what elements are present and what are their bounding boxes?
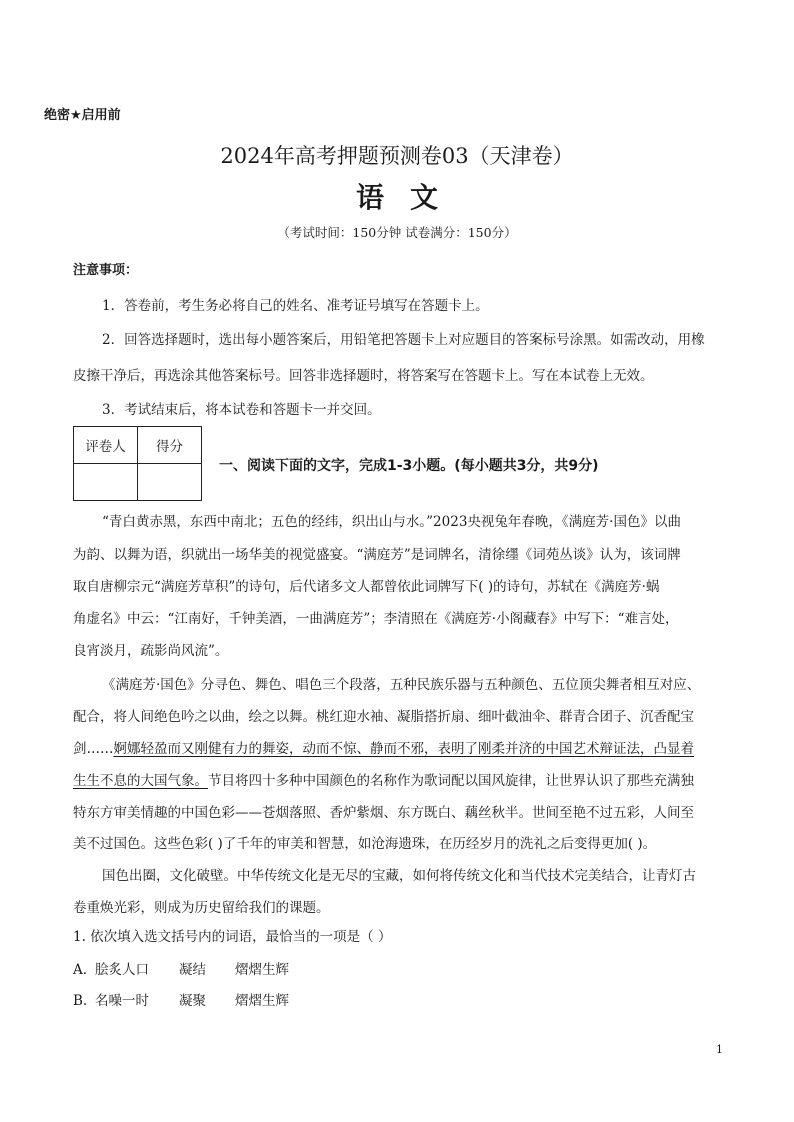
underlined-sentence-part1: 婀娜轻盈而又刚健有力的舞姿，动而不惊、静而不邪，表明了刚柔并济的中国艺术辩证法，凸显着 <box>113 741 694 757</box>
question-1-stem: 1. 依次填入选文括号内的词语，最恰当的一项是（ ） <box>73 929 392 945</box>
note-item-1: 1．答卷前，考生务必将自己的姓名、准考证号填写在答题卡上。 <box>102 298 489 314</box>
option-a-letter: A. <box>73 962 88 978</box>
exam-info: （考试时间：150分钟 试卷满分：150分） <box>277 225 517 240</box>
passage-p2-line3-start: 剑…… <box>73 741 114 757</box>
confidential-mark: 绝密★启用前 <box>44 108 121 123</box>
subject-title: 语文 <box>355 181 464 214</box>
option-b-letter: B. <box>73 993 88 1009</box>
passage-p1-line4: 角虚名》中云：“江南好，千钟美酒，一曲满庭芳”；李清照在《满庭芳·小阁藏春》中写下：“难言处， <box>73 611 679 627</box>
option-b-word2: 凝聚 <box>179 993 206 1009</box>
passage-p2-line5: 特东方审美情趣的中国色彩——苍烟落照、香炉紫烟、东方既白、藕丝秋半。世间至艳不过五彩，人间至 <box>73 805 694 821</box>
question-1-option-a <box>73 958 289 978</box>
passage-p2-line4 <box>73 769 727 789</box>
passage-p1-line2: 为韵、以舞为语，织就出一场华美的视觉盛宴。“满庭芳”是词牌名，清徐𬙊《词苑丛谈》认为，该词牌 <box>73 547 681 563</box>
passage-p2-line2: 配合，将人间绝色吟之以曲，绘之以舞。桃红迎水袖、凝脂搭折扇、细叶截油伞、群青合团子、沉香配宝 <box>73 709 694 725</box>
passage-p2-line4-rest: 节目将四十多种中国颜色的名称作为歌词配以国风旋律，让世界认识了那些充满独 <box>208 773 694 789</box>
passage-p2-line1: 《满庭芳·国色》分寻色、舞色、唱色三个段落，五种民族乐器与五种颜色、五位顶尖舞者相互对应、 <box>102 677 701 693</box>
underlined-sentence-part2: 生生不息的大国气象。 <box>73 773 208 789</box>
option-b-word3: 熠熠生辉 <box>235 993 289 1009</box>
passage-p3-line2: 卷重焕光彩，则成为历史留给我们的课题。 <box>73 900 330 916</box>
score-table-score-cell <box>138 464 202 501</box>
score-table-grader-cell <box>74 464 138 501</box>
score-table-score-header: 得分 <box>138 427 202 464</box>
note-item-2-line1: 2．回答选择题时，选出每小题答案后，用铅笔把答题卡上对应题目的答案标号涂黑。如需改动，用橡 <box>102 332 705 348</box>
section-title: 一、阅读下面的文字，完成1-3小题。(每小题共3分，共9分) <box>219 458 599 474</box>
passage-p2-line3 <box>73 737 727 757</box>
question-1-option-b <box>73 989 289 1009</box>
passage-p1-line5: 良宵淡月，疏影尚风流”。 <box>73 643 229 659</box>
passage-p2-line6: 美不过国色。这些色彩( )了千年的审美和智慧，如沧海遗珠，在历经岁月的洗礼之后变得更加( )。 <box>73 836 657 852</box>
exam-title: 2024年高考押题预测卷03（天津卷） <box>220 144 574 168</box>
option-a-word1: 脍炙人口 <box>95 962 149 978</box>
passage-p1-line3: 取自唐柳宗元“满庭芳草积”的诗句，后代诸多文人都曾依此词牌写下( )的诗句，苏轼在《满庭芳·蜗 <box>73 579 660 595</box>
page-number: 1 <box>716 1043 723 1056</box>
passage-p3-line1: 国色出圈，文化破壁。中华传统文化是无尽的宝藏，如何将传统文化和当代技术完美结合，让青灯古 <box>102 868 696 884</box>
score-table-grader-header: 评卷人 <box>74 427 138 464</box>
score-table <box>73 426 202 501</box>
option-b-word1: 名噪一时 <box>95 993 149 1009</box>
option-a-word2: 凝结 <box>179 962 206 978</box>
option-a-word3: 熠熠生辉 <box>235 962 289 978</box>
passage-p1-line1: “青白黄赤黑，东西中南北；五色的经纬，织出山与水。”2023央视兔年春晚，《满庭芳·国色》以曲 <box>102 514 681 530</box>
note-item-2-line2: 皮擦干净后，再选涂其他答案标号。回答非选择题时，将答案写在答题卡上。写在本试卷上无效。 <box>73 368 654 384</box>
note-item-3: 3．考试结束后，将本试卷和答题卡一并交回。 <box>102 402 381 418</box>
notes-heading: 注意事项： <box>73 263 139 278</box>
